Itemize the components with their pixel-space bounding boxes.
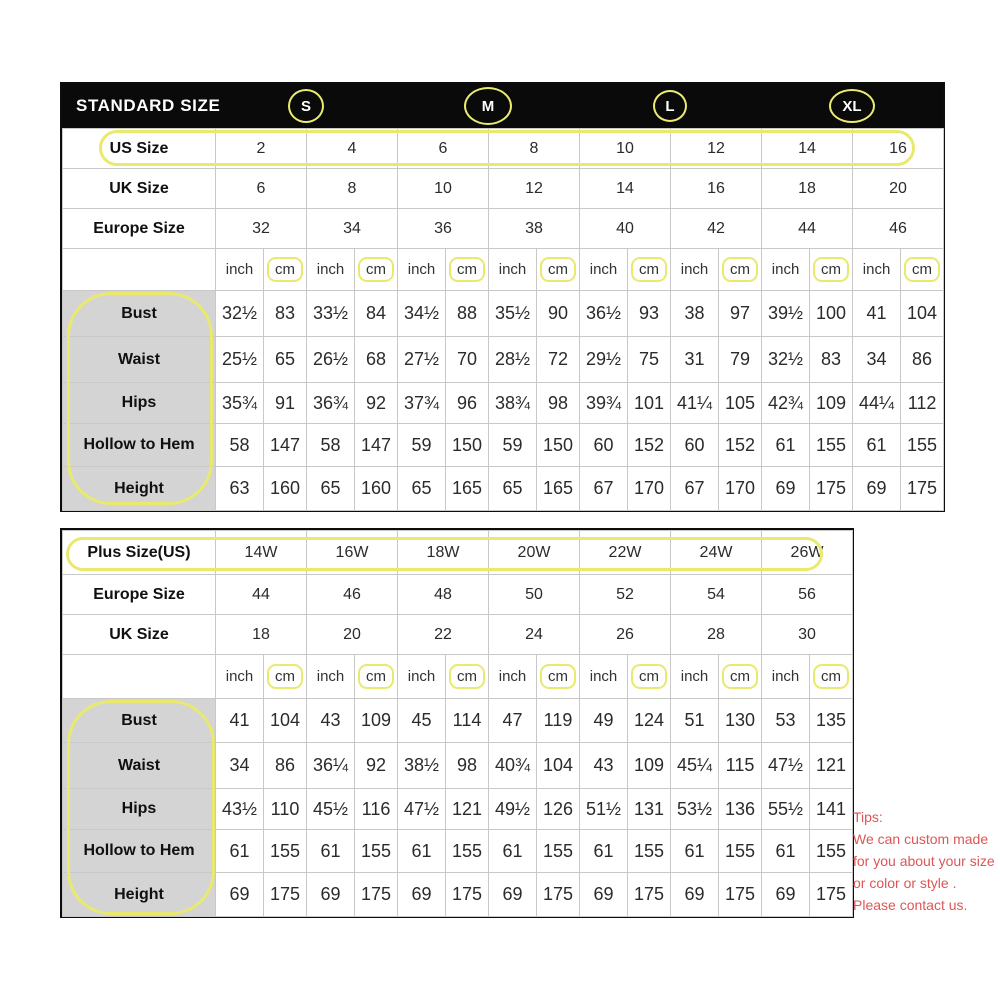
size-cell: 50 (489, 575, 580, 615)
measure-cell: 175 (719, 873, 762, 917)
measure-cell: 38 (671, 291, 719, 337)
unit-cm-cell (446, 655, 489, 699)
measure-cell: 84 (355, 291, 398, 337)
measure-cell: 135 (810, 699, 853, 743)
measure-cell: 136 (719, 789, 762, 830)
cm-highlight-box: cm (449, 664, 485, 689)
measure-cell: 49½ (489, 789, 537, 830)
unit-inch-cell: inch (580, 249, 628, 291)
measure-cell: 150 (446, 424, 489, 467)
measure-cell: 83 (810, 337, 853, 383)
measure-cell: 93 (628, 291, 671, 337)
measure-cell: 53½ (671, 789, 719, 830)
measure-cell: 61 (762, 424, 810, 467)
size-cell: 40 (580, 209, 671, 249)
size-cell: 22 (398, 615, 489, 655)
size-cell: 38 (489, 209, 580, 249)
measure-cell: 104 (901, 291, 944, 337)
size-cell: 44 (216, 575, 307, 615)
size-cell: 46 (307, 575, 398, 615)
measure-cell: 109 (628, 743, 671, 789)
unit-cm-cell (537, 655, 580, 699)
measure-cell: 58 (216, 424, 264, 467)
measure-cell: 92 (355, 383, 398, 424)
size-group-xl: XL (829, 89, 875, 123)
measure-cell: 41¼ (671, 383, 719, 424)
measure-cell: 147 (355, 424, 398, 467)
tips-line: for you about your size (853, 853, 995, 869)
size-cell: 10 (580, 129, 671, 169)
row-label-europe-size: Europe Size (63, 209, 216, 249)
measure-cell: 69 (671, 873, 719, 917)
unit-inch-cell: inch (671, 655, 719, 699)
unit-inch-cell: inch (307, 249, 355, 291)
cm-highlight-box: cm (722, 257, 758, 282)
measure-cell: 65 (307, 467, 355, 511)
unit-cm-cell (537, 249, 580, 291)
measure-cell: 170 (719, 467, 762, 511)
tips-line: We can custom made (853, 831, 989, 847)
cm-highlight-box: cm (540, 664, 576, 689)
measure-cell: 160 (264, 467, 307, 511)
measure-cell: 165 (537, 467, 580, 511)
size-cell: 24W (671, 531, 762, 575)
unit-inch-cell: inch (671, 249, 719, 291)
measure-cell: 61 (853, 424, 901, 467)
size-cell: 26W (762, 531, 853, 575)
row-label-europe-size: Europe Size (63, 575, 216, 615)
measure-cell: 88 (446, 291, 489, 337)
measure-cell: 39¾ (580, 383, 628, 424)
row-label-hips: Hips (63, 383, 216, 424)
tips-lines (853, 828, 1000, 916)
measure-cell: 65 (398, 467, 446, 511)
measure-cell: 37¾ (398, 383, 446, 424)
measure-cell: 51 (671, 699, 719, 743)
measure-cell: 96 (446, 383, 489, 424)
measure-cell: 152 (719, 424, 762, 467)
size-cell: 8 (489, 129, 580, 169)
size-cell: 24 (489, 615, 580, 655)
unit-inch-cell: inch (762, 655, 810, 699)
measure-cell: 121 (446, 789, 489, 830)
unit-cm-cell (355, 655, 398, 699)
measure-cell: 152 (628, 424, 671, 467)
tips-line: Please contact us. (853, 897, 968, 913)
measure-cell: 90 (537, 291, 580, 337)
measure-cell: 65 (264, 337, 307, 383)
measure-cell: 119 (537, 699, 580, 743)
measure-cell: 42¾ (762, 383, 810, 424)
measure-cell: 41 (853, 291, 901, 337)
size-cell: 42 (671, 209, 762, 249)
measure-cell: 63 (216, 467, 264, 511)
measure-cell: 155 (810, 424, 853, 467)
measure-cell: 92 (355, 743, 398, 789)
size-cell: 16 (671, 169, 762, 209)
measure-cell: 60 (580, 424, 628, 467)
size-cell: 14 (580, 169, 671, 209)
measure-cell: 44¼ (853, 383, 901, 424)
unit-cm-cell (264, 249, 307, 291)
unit-cm-cell (810, 655, 853, 699)
measure-cell: 69 (853, 467, 901, 511)
measure-cell: 60 (671, 424, 719, 467)
size-cell: 34 (307, 209, 398, 249)
unit-inch-cell: inch (853, 249, 901, 291)
measure-cell: 45¼ (671, 743, 719, 789)
measure-cell: 150 (537, 424, 580, 467)
measure-cell: 61 (671, 830, 719, 873)
measure-cell: 58 (307, 424, 355, 467)
measure-cell: 97 (719, 291, 762, 337)
measure-cell: 35¾ (216, 383, 264, 424)
standard-size-header (62, 84, 943, 128)
measure-cell: 68 (355, 337, 398, 383)
measure-cell: 155 (628, 830, 671, 873)
measure-cell: 130 (719, 699, 762, 743)
cm-highlight-box: cm (267, 257, 303, 282)
measure-cell: 33½ (307, 291, 355, 337)
unit-inch-cell: inch (489, 655, 537, 699)
unit-cm-cell (628, 249, 671, 291)
unit-inch-cell: inch (489, 249, 537, 291)
measure-cell: 41 (216, 699, 264, 743)
tips-note (853, 806, 1000, 916)
measure-cell: 98 (537, 383, 580, 424)
measure-cell: 86 (901, 337, 944, 383)
measure-cell: 69 (307, 873, 355, 917)
measure-cell: 175 (628, 873, 671, 917)
tips-line: or color or style . (853, 875, 957, 891)
cm-highlight-box: cm (631, 257, 667, 282)
size-cell: 36 (398, 209, 489, 249)
size-cell: 46 (853, 209, 944, 249)
size-group-s: S (288, 89, 324, 123)
measure-cell: 170 (628, 467, 671, 511)
tips-title: Tips: (853, 809, 883, 825)
measure-cell: 79 (719, 337, 762, 383)
measure-cell: 49 (580, 699, 628, 743)
unit-inch-cell: inch (216, 249, 264, 291)
size-cell: 14 (762, 129, 853, 169)
measure-cell: 59 (398, 424, 446, 467)
size-cell: 16 (853, 129, 944, 169)
unit-cm-cell (901, 249, 944, 291)
plus-size-grid (62, 530, 853, 917)
cm-highlight-box: cm (813, 664, 849, 689)
unit-inch-cell: inch (216, 655, 264, 699)
measure-cell: 115 (719, 743, 762, 789)
measure-cell: 141 (810, 789, 853, 830)
measure-cell: 104 (264, 699, 307, 743)
measure-cell: 25½ (216, 337, 264, 383)
measure-cell: 45½ (307, 789, 355, 830)
measure-cell: 101 (628, 383, 671, 424)
measure-cell: 155 (810, 830, 853, 873)
row-label-hips: Hips (63, 789, 216, 830)
measure-cell: 175 (446, 873, 489, 917)
measure-cell: 155 (264, 830, 307, 873)
size-cell: 26 (580, 615, 671, 655)
measure-cell: 112 (901, 383, 944, 424)
measure-cell: 28½ (489, 337, 537, 383)
row-label-hollow-to-hem: Hollow to Hem (63, 830, 216, 873)
measure-cell: 155 (901, 424, 944, 467)
measure-cell: 155 (446, 830, 489, 873)
measure-cell: 38½ (398, 743, 446, 789)
unit-cm-cell (719, 655, 762, 699)
measure-cell: 69 (580, 873, 628, 917)
size-cell: 16W (307, 531, 398, 575)
plus-size-table (60, 528, 854, 918)
size-cell: 2 (216, 129, 307, 169)
measure-cell: 61 (762, 830, 810, 873)
size-cell: 20 (853, 169, 944, 209)
measure-cell: 126 (537, 789, 580, 830)
measure-cell: 34 (216, 743, 264, 789)
measure-cell: 131 (628, 789, 671, 830)
cm-highlight-box: cm (358, 664, 394, 689)
measure-cell: 38¾ (489, 383, 537, 424)
measure-cell: 61 (580, 830, 628, 873)
measure-cell: 147 (264, 424, 307, 467)
measure-cell: 51½ (580, 789, 628, 830)
unit-row-label (63, 655, 216, 699)
measure-cell: 43½ (216, 789, 264, 830)
measure-cell: 67 (671, 467, 719, 511)
cm-highlight-box: cm (631, 664, 667, 689)
measure-cell: 124 (628, 699, 671, 743)
cm-highlight-box: cm (813, 257, 849, 282)
unit-cm-cell (264, 655, 307, 699)
measure-cell: 86 (264, 743, 307, 789)
measure-cell: 69 (762, 873, 810, 917)
row-label-plus-size-us: Plus Size(US) (63, 531, 216, 575)
size-cell: 12 (671, 129, 762, 169)
measure-cell: 116 (355, 789, 398, 830)
row-label-us-size: US Size (63, 129, 216, 169)
measure-cell: 36¼ (307, 743, 355, 789)
unit-cm-cell (446, 249, 489, 291)
size-cell: 20 (307, 615, 398, 655)
measure-cell: 121 (810, 743, 853, 789)
measure-cell: 35½ (489, 291, 537, 337)
measure-cell: 32½ (762, 337, 810, 383)
measure-cell: 43 (580, 743, 628, 789)
standard-size-grid (62, 128, 944, 511)
measure-cell: 175 (537, 873, 580, 917)
measure-cell: 53 (762, 699, 810, 743)
measure-cell: 175 (355, 873, 398, 917)
measure-cell: 72 (537, 337, 580, 383)
measure-cell: 34½ (398, 291, 446, 337)
row-label-uk-size: UK Size (63, 615, 216, 655)
measure-cell: 75 (628, 337, 671, 383)
cm-highlight-box: cm (267, 664, 303, 689)
size-cell: 8 (307, 169, 398, 209)
measure-cell: 155 (355, 830, 398, 873)
measure-cell: 114 (446, 699, 489, 743)
measure-cell: 61 (216, 830, 264, 873)
measure-cell: 61 (307, 830, 355, 873)
measure-cell: 109 (355, 699, 398, 743)
measure-cell: 69 (489, 873, 537, 917)
size-cell: 20W (489, 531, 580, 575)
measure-cell: 65 (489, 467, 537, 511)
size-group-m: M (464, 87, 512, 125)
cm-highlight-box: cm (722, 664, 758, 689)
size-cell: 54 (671, 575, 762, 615)
measure-cell: 47½ (762, 743, 810, 789)
measure-cell: 155 (719, 830, 762, 873)
measure-cell: 34 (853, 337, 901, 383)
measure-cell: 91 (264, 383, 307, 424)
size-cell: 44 (762, 209, 853, 249)
unit-inch-cell: inch (762, 249, 810, 291)
size-cell: 30 (762, 615, 853, 655)
measure-cell: 83 (264, 291, 307, 337)
measure-cell: 27½ (398, 337, 446, 383)
size-cell: 18 (762, 169, 853, 209)
measure-cell: 69 (762, 467, 810, 511)
measure-cell: 47 (489, 699, 537, 743)
size-cell: 4 (307, 129, 398, 169)
measure-cell: 29½ (580, 337, 628, 383)
standard-size-table (60, 82, 945, 512)
measure-cell: 160 (355, 467, 398, 511)
measure-cell: 39½ (762, 291, 810, 337)
size-cell: 28 (671, 615, 762, 655)
row-label-bust: Bust (63, 699, 216, 743)
measure-cell: 155 (537, 830, 580, 873)
unit-cm-cell (628, 655, 671, 699)
measure-cell: 43 (307, 699, 355, 743)
unit-inch-cell: inch (398, 655, 446, 699)
row-label-height: Height (63, 467, 216, 511)
measure-cell: 67 (580, 467, 628, 511)
measure-cell: 69 (398, 873, 446, 917)
size-cell: 22W (580, 531, 671, 575)
size-cell: 32 (216, 209, 307, 249)
cm-highlight-box: cm (904, 257, 940, 282)
measure-cell: 69 (216, 873, 264, 917)
measure-cell: 26½ (307, 337, 355, 383)
measure-cell: 175 (810, 467, 853, 511)
measure-cell: 31 (671, 337, 719, 383)
unit-cm-cell (355, 249, 398, 291)
measure-cell: 61 (398, 830, 446, 873)
measure-cell: 55½ (762, 789, 810, 830)
unit-row-label (63, 249, 216, 291)
row-label-bust: Bust (63, 291, 216, 337)
row-label-uk-size: UK Size (63, 169, 216, 209)
size-cell: 18W (398, 531, 489, 575)
unit-inch-cell: inch (580, 655, 628, 699)
measure-cell: 175 (901, 467, 944, 511)
measure-cell: 59 (489, 424, 537, 467)
unit-cm-cell (810, 249, 853, 291)
measure-cell: 45 (398, 699, 446, 743)
size-cell: 12 (489, 169, 580, 209)
measure-cell: 175 (264, 873, 307, 917)
measure-cell: 165 (446, 467, 489, 511)
size-group-l: L (653, 90, 687, 122)
row-label-hollow-to-hem: Hollow to Hem (63, 424, 216, 467)
row-label-waist: Waist (63, 337, 216, 383)
measure-cell: 40¾ (489, 743, 537, 789)
row-label-waist: Waist (63, 743, 216, 789)
measure-cell: 36½ (580, 291, 628, 337)
cm-highlight-box: cm (358, 257, 394, 282)
measure-cell: 98 (446, 743, 489, 789)
measure-cell: 32½ (216, 291, 264, 337)
cm-highlight-box: cm (449, 257, 485, 282)
size-cell: 6 (398, 129, 489, 169)
row-label-height: Height (63, 873, 216, 917)
measure-cell: 70 (446, 337, 489, 383)
unit-inch-cell: inch (307, 655, 355, 699)
unit-cm-cell (719, 249, 762, 291)
size-cell: 56 (762, 575, 853, 615)
measure-cell: 104 (537, 743, 580, 789)
measure-cell: 105 (719, 383, 762, 424)
standard-size-title: STANDARD SIZE (76, 96, 221, 115)
unit-inch-cell: inch (398, 249, 446, 291)
size-cell: 48 (398, 575, 489, 615)
size-cell: 52 (580, 575, 671, 615)
measure-cell: 61 (489, 830, 537, 873)
size-cell: 18 (216, 615, 307, 655)
size-cell: 14W (216, 531, 307, 575)
measure-cell: 109 (810, 383, 853, 424)
cm-highlight-box: cm (540, 257, 576, 282)
size-cell: 6 (216, 169, 307, 209)
measure-cell: 47½ (398, 789, 446, 830)
measure-cell: 36¾ (307, 383, 355, 424)
measure-cell: 110 (264, 789, 307, 830)
measure-cell: 100 (810, 291, 853, 337)
size-cell: 10 (398, 169, 489, 209)
measure-cell: 175 (810, 873, 853, 917)
